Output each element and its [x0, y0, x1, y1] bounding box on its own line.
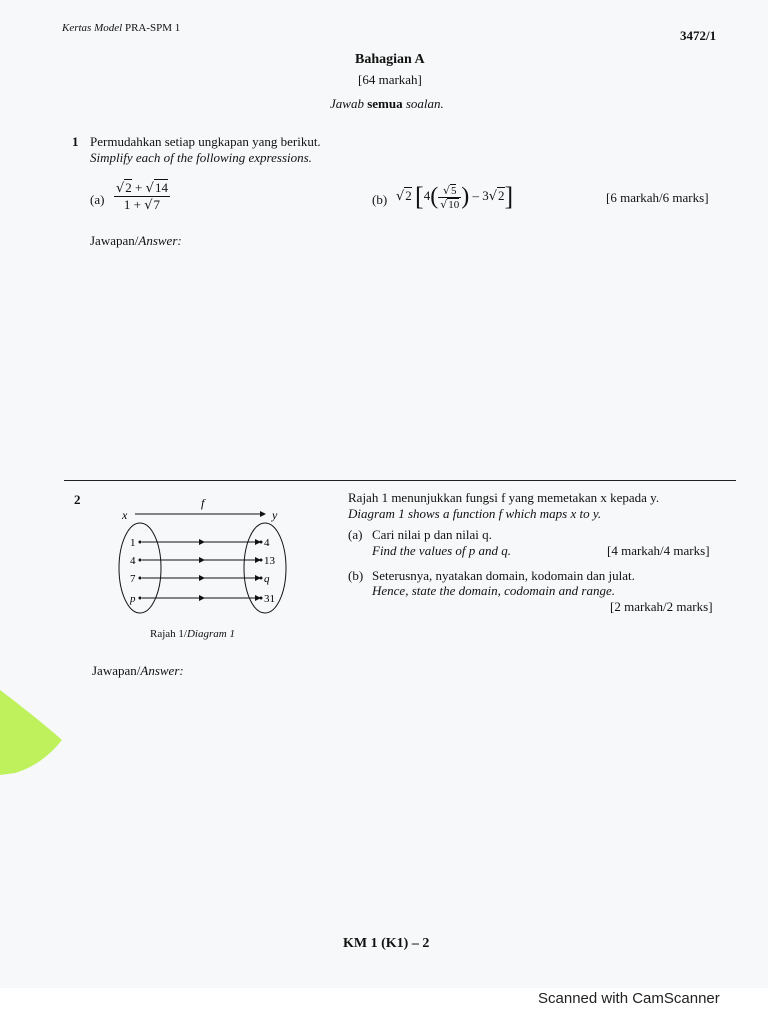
- q1-marks: [6 markah/6 marks]: [606, 190, 709, 205]
- q2b-label: (b): [348, 568, 364, 583]
- q2b-english: Hence, state the domain, codomain and range.: [372, 583, 615, 598]
- set-y-label: y: [272, 508, 278, 522]
- diagram-caption: Rajah 1/Diagram 1: [150, 628, 235, 640]
- q1-english: Simplify each of the following expressions.: [90, 150, 312, 165]
- q1a-expression: $\frac{√2 + √14}{1 + √7}$: [116, 180, 168, 213]
- q2-answer-label: Jawapan/Answer:: [92, 663, 184, 678]
- q2-english: Diagram 1 shows a function f which maps x to y.: [348, 506, 602, 521]
- highlighter-stain: [0, 685, 64, 775]
- q2a-malay: Cari nilai p dan nilai q.: [372, 527, 492, 542]
- section-instruction: Jawab semua soalan.: [330, 96, 444, 111]
- q2-number: 2: [74, 492, 81, 507]
- paper-header-left: Kertas Model PRA-SPM 1: [62, 22, 181, 34]
- set-x-label: x: [122, 508, 128, 522]
- domain-element: 4: [130, 555, 136, 567]
- function-arrow-diagram: [100, 495, 310, 625]
- q1-answer-label: Jawapan/Answer:: [90, 233, 182, 248]
- q1-number: 1: [72, 134, 79, 149]
- domain-element: 7: [130, 573, 136, 585]
- q2b-marks: [2 markah/2 marks]: [610, 599, 713, 614]
- q2-malay: Rajah 1 menunjukkan fungsi f yang memetakan x kepada y.: [348, 490, 660, 505]
- page-footer-code: KM 1 (K1) – 2: [343, 936, 430, 951]
- domain-element: 1: [130, 537, 136, 549]
- function-label: f: [201, 496, 205, 510]
- q2a-label: (a): [348, 527, 363, 542]
- q1-malay: Permudahkan setiap ungkapan yang berikut.: [90, 134, 321, 149]
- codomain-element: 13: [264, 555, 275, 567]
- codomain-element: 4: [264, 537, 270, 549]
- section-title: Bahagian A: [355, 52, 425, 67]
- q2b-malay: Seterusnya, nyatakan domain, kodomain dan julat.: [372, 568, 635, 583]
- codomain-element: q: [264, 573, 270, 585]
- q2a-english: Find the values of p and q.: [372, 543, 512, 558]
- domain-element: p: [130, 593, 136, 605]
- q1a-label: (a): [90, 192, 105, 207]
- q2a-marks: [4 markah/4 marks]: [607, 543, 710, 558]
- paper-code: 3472/1: [680, 28, 717, 43]
- codomain-element: 31: [264, 593, 275, 605]
- q1b-label: (b): [372, 192, 388, 207]
- section-marks: [64 markah]: [358, 72, 422, 87]
- section-divider: [64, 480, 736, 481]
- camscanner-watermark: Scanned with CamScanner: [538, 990, 720, 1007]
- q1b-expression: √2 [4( $\frac{√5}{√10}$ ) – 3√2]: [396, 182, 514, 211]
